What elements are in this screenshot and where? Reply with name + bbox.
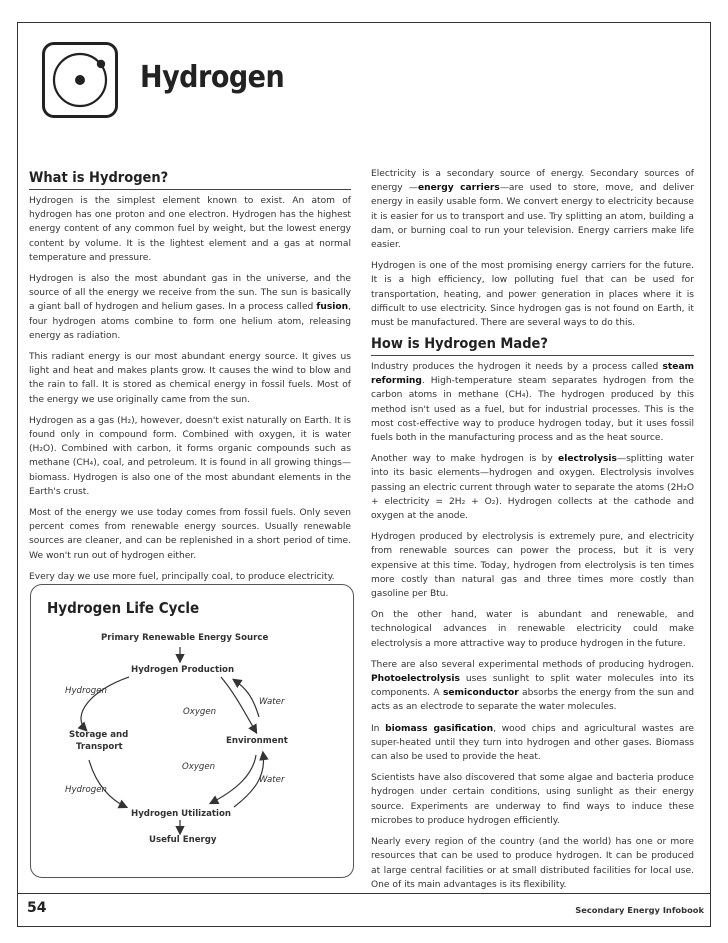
- node-hydrogen-production: Hydrogen Production: [131, 665, 235, 675]
- paragraph: Hydrogen produced by electrolysis is extremely pure, and electricity from renewable sources can power the process, but it is very expensive at this time. Today, hydrogen from electrolysis is ten times more costly than natural gas and three times more costly than gasoline per Btu.: [371, 532, 694, 600]
- page-title: Hydrogen: [140, 60, 285, 95]
- paragraph: This radiant energy is our most abundant energy source. It gives us light and heat and makes plants grow. It causes the wind to blow and the rain to fall. It is stored as chemical energy in fossil fuels. Most of the energy we use originally came from the sun.: [29, 352, 351, 405]
- node-storage-transport-2: Transport: [76, 742, 123, 752]
- page-number: 54: [27, 900, 47, 916]
- paragraph: Nearly every region of the country (and the world) has one or more resources that can be used to produce hydrogen. It can be produced at large central facilities or at small distributed facilities for local use. One of its main advantages is its flexibility.: [371, 837, 694, 890]
- paragraph: Every day we use more fuel, principally coal, to produce electricity.: [29, 571, 335, 582]
- right-column-bottom: [371, 360, 694, 899]
- hydrogen-life-cycle-diagram: [30, 584, 354, 878]
- paragraph: Most of the energy we use today comes from fossil fuels. Only seven percent comes from renewable energy sources. Usually renewable sources are cleaner, and can be replenished in a short period of time. We won't run out of hydrogen either.: [29, 508, 351, 561]
- section-heading-how-is-hydrogen-made: How is Hydrogen Made?: [371, 336, 694, 356]
- paragraph: Electricity is a secondary source of energy. Secondary sources of energy —energy carriers—are used to store, move, and deliver energy in easily usable form. We convert energy to electricity because it is easier for us to transport and use. Try splitting an atom, building a dam, or burning coal to run your television. Energy carriers make life easier.: [371, 169, 695, 251]
- arrow-storage-to-utilization: [89, 760, 126, 807]
- arrow-production-to-storage: [81, 677, 129, 730]
- footer-rule: [17, 893, 711, 894]
- paragraph: Hydrogen as a gas (H₂), however, doesn't exist naturally on Earth. It is found only in compound form. Combined with oxygen, it is water (H₂O). Combined with carbon, it forms organic compounds such as methane (CH₄), coal, and petroleum. It is found in all growing things—biomass. Hydrogen is also one of the most abundant elements in the Earth's crust.: [29, 415, 351, 497]
- right-column-top: [371, 167, 694, 337]
- paragraph: Scientists have also discovered that some algae and bacteria produce hydrogen under certain conditions, using sunlight as their energy source. Experiments are underway to find ways to induce these microbes to produce hydrogen efficiently.: [371, 773, 694, 826]
- node-primary-source: Primary Renewable Energy Source: [101, 633, 269, 643]
- atom-icon: [45, 45, 115, 115]
- paragraph: Industry produces the hydrogen it needs by a process called steam reforming. High-temperature steam separates hydrogen from the carbon atoms in methane (CH₄). The hydrogen produced by this method isn't used as a fuel, but for industrial processes. This is the most cost-effective way to produce hydrogen today, but it uses fossil fuels both in the manufacturing process and as the heat source.: [371, 362, 694, 444]
- paragraph: Hydrogen is the simplest element known to exist. An atom of hydrogen has one proton and one electron. Hydrogen has the highest energy content of any common fuel by weight, but the lowest energy content by volume. It is the lightest element and a gas at normal temperature and pressure.: [29, 196, 351, 263]
- book-title: Secondary Energy Infobook: [575, 905, 704, 915]
- paragraph: There are also several experimental methods of producing hydrogen. Photoelectrolysis uses sunlight to split water molecules into its components. A semiconductor absorbs the energy from the sun and acts as an electrode to separate the water molecules.: [371, 659, 695, 713]
- label-oxygen-top: Oxygen: [183, 707, 217, 717]
- paragraph: Another way to make hydrogen is by electrolysis—splitting water into its basic elements—hydrogen and oxygen. Electrolysis involves passing an electric current through water to separate the atoms (2H₂O + electricity = 2H₂ + O₂). Hydrogen collects at the cathode and oxygen at the anode.: [371, 454, 694, 522]
- atom-logo: [42, 42, 118, 118]
- arrow-environment-to-utilization: [211, 755, 256, 803]
- paragraph: Hydrogen is also the most abundant gas in the universe, and the source of all the energy we receive from the sun. The sun is basically a giant ball of hydrogen and helium gases. In a process called fusion, four hydrogen atoms combine to form one helium atom, releasing energy as radiation.: [29, 274, 351, 341]
- label-hydrogen-bottom: Hydrogen: [65, 785, 107, 795]
- label-oxygen-bottom: Oxygen: [182, 762, 216, 772]
- node-environment: Environment: [226, 736, 288, 746]
- arrow-environment-to-production: [234, 680, 259, 717]
- node-useful-energy: Useful Energy: [149, 835, 217, 845]
- left-column: [29, 194, 351, 591]
- diagram-title: Hydrogen Life Cycle: [47, 599, 200, 617]
- arrow-production-to-environment: [221, 677, 256, 732]
- paragraph: Hydrogen is one of the most promising energy carriers for the future. It is a high efficiency, low polluting fuel that can be used for transportation, heating, and power generation in places where it is difficult to use electricity. Since hydrogen gas is not found on Earth, it must be manufactured. There are several ways to do this.: [371, 261, 694, 329]
- label-water-bottom: Water: [259, 775, 285, 785]
- paragraph: In biomass gasification, wood chips and agricultural wastes are super-heated until they turn into hydrogen and other gases. Biomass can also be used to provide the heat.: [371, 723, 694, 763]
- paragraph: On the other hand, water is abundant and renewable, and technological advances in renewable electricity could make electrolysis a more attractive way to produce hydrogen in the future.: [371, 610, 694, 649]
- section-heading-what-is-hydrogen: What is Hydrogen?: [29, 170, 351, 190]
- label-water-top: Water: [259, 697, 285, 707]
- node-hydrogen-utilization: Hydrogen Utilization: [131, 809, 231, 819]
- label-hydrogen-top: Hydrogen: [65, 686, 107, 696]
- node-storage-transport: Storage and: [69, 730, 129, 740]
